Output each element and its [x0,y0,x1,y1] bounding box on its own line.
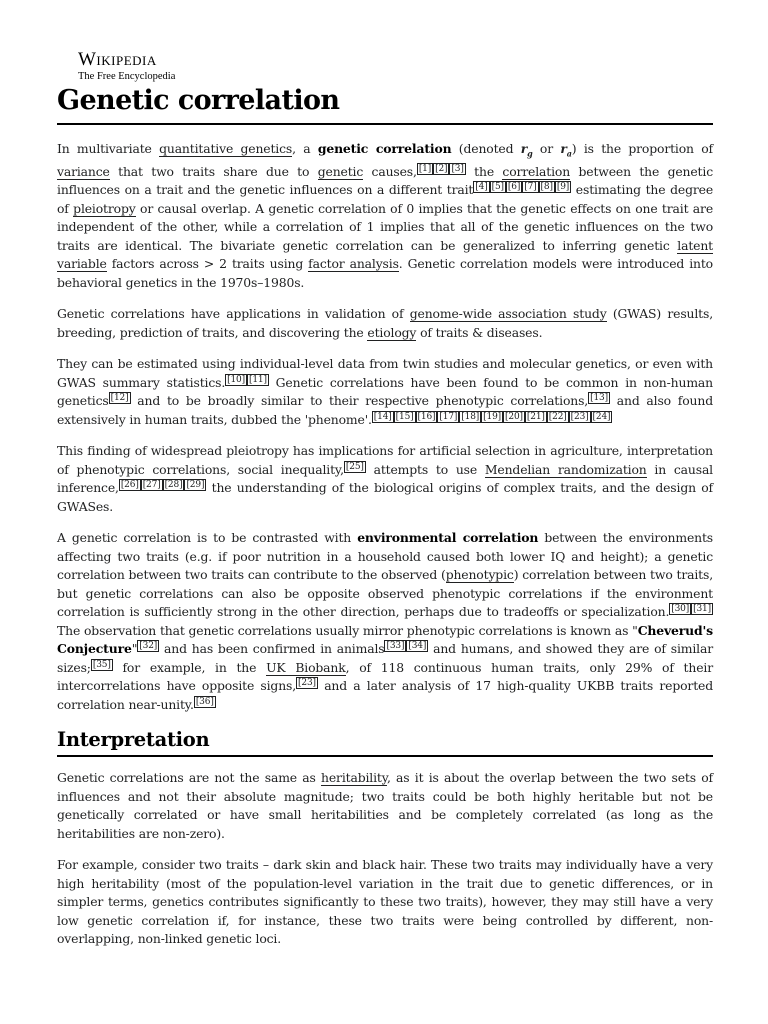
link-etiology[interactable]: etiology [367,324,417,340]
text: Genetic correlations have been found to be common in non-human genetics [57,374,713,409]
citation-link[interactable]: [35] [92,659,111,670]
citation-link[interactable]: [26] [120,480,139,491]
term-cheveruds-conjecture: Cheverud's Conjecture [57,622,713,657]
citation-group [91,659,113,671]
text: (denoted [451,141,521,156]
citation-link[interactable]: [13] [590,393,608,404]
link-factor-analysis[interactable]: factor analysis [308,256,399,272]
text: the [465,163,503,179]
citation-link[interactable]: [19] [483,411,502,422]
citation-link[interactable]: [33] [386,641,405,652]
text: and has been confirmed in animals [159,641,385,657]
citation-link[interactable]: [4] [475,182,488,193]
citation-group [344,461,366,473]
citation-link[interactable]: [10] [227,374,245,385]
text: , as it is about the overlap between the two sets of influences and not their absolute magnitude; two traits could be both highly heritable but not be genetically correlated or have small heritabilities and be completely correlated (as long as the heritabilities are non-zero). [57,770,713,841]
symbol-sub: g [527,148,533,159]
citation-group [372,411,613,423]
citation-link[interactable]: [6] [507,182,521,193]
paragraph-applications [57,305,713,342]
citation-group [194,696,216,708]
wikipedia-logo[interactable] [78,50,175,82]
citation-link[interactable]: [14] [373,411,392,422]
logo-wordmark-text: Wikipedia [78,49,157,70]
citation-link[interactable]: [9] [556,182,570,193]
text: in causal inference, [57,461,713,496]
citation-group [119,479,207,491]
term-environmental-correlation: environmental correlation [357,530,539,546]
citation-link[interactable]: [20] [505,411,523,422]
text: (GWAS) results, breeding, prediction of traits, and discovering the [57,306,713,340]
citation-link[interactable]: [12] [110,393,129,404]
text: the understanding of the biological origins of complex traits, and the design of GWASes. [57,480,713,514]
text: , of 118 continuous human traits, only 29% of their intercorrelations have opposite signs, [57,659,713,694]
citation-link[interactable]: [17] [439,411,458,422]
text: Genetic correlations are not the same as [57,770,322,786]
text: " [131,641,138,657]
citation-link[interactable]: [30] [671,604,690,615]
text: factors across > 2 traits using [106,256,309,272]
text: and also found extensively in human traits, dubbed the 'phenome'. [57,393,713,427]
text: between the environments affecting two traits (e.g. if poor nutrition in a household caused both lower IQ and height); a genetic correlation between two traits can contribute to the observed ( [57,530,713,583]
citation-link[interactable]: [11] [249,374,267,385]
citation-link[interactable]: [23] [570,411,589,422]
text: This finding of widespread pleiotropy has implications for artificial selection in agriculture, interpretation of phenotypic correlations, social inequality, [57,443,713,477]
link-pleiotropy[interactable]: pleiotropy [73,200,136,216]
text: ) correlation between two traits, but genetic correlations can also be opposite observed phenotypic correlations if the environment correlation is sufficiently strong in the other direction, perhaps due to tradeoffs or specialization. [57,567,713,620]
logo-tagline: The Free Encyclopedia [78,71,176,82]
link-genetic[interactable]: genetic [317,163,364,179]
article-body [57,140,713,962]
symbol-r: r [560,141,567,156]
text: or [532,141,561,156]
citation-link[interactable]: [8] [540,182,553,193]
paragraph-heritability [57,769,713,843]
citation-group [473,181,571,193]
text: between the genetic influences on a trait and the genetic influences on a different trait [57,163,713,198]
text: and humans, and showed they are of similar sizes; [57,641,713,675]
citation-link[interactable]: [27] [142,480,161,491]
citation-link[interactable]: [22] [548,411,567,422]
citation-group [417,163,466,175]
link-latent-variable[interactable]: latent variable [57,237,713,272]
text: , a [292,141,318,156]
text: causes, [363,163,417,179]
citation-link[interactable]: [29] [186,480,205,491]
text: that two traits share due to [109,163,318,179]
text: A genetic correlation is to be contrasted with [57,530,358,546]
text: of traits & diseases. [416,324,543,340]
citation-link[interactable]: [34] [408,641,427,652]
citation-group [384,640,428,652]
citation-link[interactable]: [32] [139,641,158,652]
link-mendelian-randomization[interactable]: Mendelian randomization [484,461,647,477]
paragraph-pleiotropy [57,442,713,516]
logo-wordmark [78,50,175,70]
citation-link[interactable]: [31] [693,604,711,615]
citation-link[interactable]: [5] [491,182,504,193]
citation-link[interactable]: [24] [592,411,611,422]
citation-link[interactable]: [16] [417,411,436,422]
citation-link[interactable]: [18] [461,411,480,422]
citation-link[interactable]: [23] [298,678,316,689]
citation-group [296,677,318,689]
text: and a later analysis of 17 high-quality UKBB traits reported correlation near-unity. [57,678,713,712]
text: They can be estimated using individual-level data from twin studies and molecular genetics, or even with GWAS summary statistics. [57,356,713,390]
symbol-rg [520,141,533,159]
text: The observation that genetic correlations usually mirror phenotypic correlations is known as " [57,622,638,638]
link-correlation[interactable]: correlation [502,163,571,179]
text: In multivariate [57,141,160,156]
citation-group [225,374,269,386]
text: or causal overlap. A genetic correlation of 0 implies that the genetic effects on one trait are independent of the other, while a correlation of 1 implies that all of the genetic influences on the two traits are identical. The bivariate genetic correlation can be generalized to inferring genetic [57,200,714,253]
link-gwas[interactable]: genome-wide association study [409,306,607,322]
paragraph-estimation [57,355,713,429]
citation-link[interactable]: [7] [524,182,537,193]
citation-link[interactable]: [28] [164,480,183,491]
section-heading-interpretation: Interpretation [57,728,713,757]
text: ) is the proportion of [571,141,713,156]
citation-group [588,392,610,404]
link-uk-biobank[interactable]: UK Biobank [266,659,346,675]
citation-link[interactable]: [2] [435,163,448,174]
text: . Genetic correlation models were introduced into behavioral genetics in the 1970s–1980s. [57,256,713,290]
paragraph-intro [57,140,713,292]
link-variance[interactable]: variance [57,163,110,179]
term-genetic-correlation: genetic correlation [317,141,452,156]
text: estimating the degree of [57,182,713,216]
citation-link[interactable]: [21] [526,411,545,422]
paragraph-environmental [57,529,713,714]
text: Genetic correlations have applications in validation of [57,306,410,322]
link-heritability[interactable]: heritability [321,770,387,786]
citation-group [137,640,159,652]
citation-link[interactable]: [36] [195,696,214,707]
text: for example, in the [112,659,267,675]
link-phenotypic[interactable]: phenotypic [445,567,514,583]
text: For example, consider two traits – dark skin and black hair. These two traits may individually have a very high heritability (most of the population-level variation in the trait due to genetic differences, or in simpler terms, genetics contributes significantly to these two traits), however, they may still have a very low genetic correlation if, for instance, these two traits were being controlled by different, non-overlapping, non-linked genetic loci. [57,857,713,947]
citation-link[interactable]: [25] [345,461,364,472]
text: and to be broadly similar to their respective phenotypic correlations, [130,393,589,409]
citation-group [109,392,131,404]
page-title: Genetic correlation [57,84,713,125]
citation-link[interactable]: [1] [418,163,432,174]
symbol-sub: a [566,148,572,159]
citation-link[interactable]: [15] [395,411,414,422]
citation-link[interactable]: [3] [451,163,464,174]
paragraph-example [57,856,713,949]
link-quantitative-genetics[interactable]: quantitative genetics [159,141,293,156]
citation-group [669,603,713,615]
text: attempts to use [365,461,485,477]
symbol-r: r [520,141,528,156]
symbol-ra [560,141,572,159]
